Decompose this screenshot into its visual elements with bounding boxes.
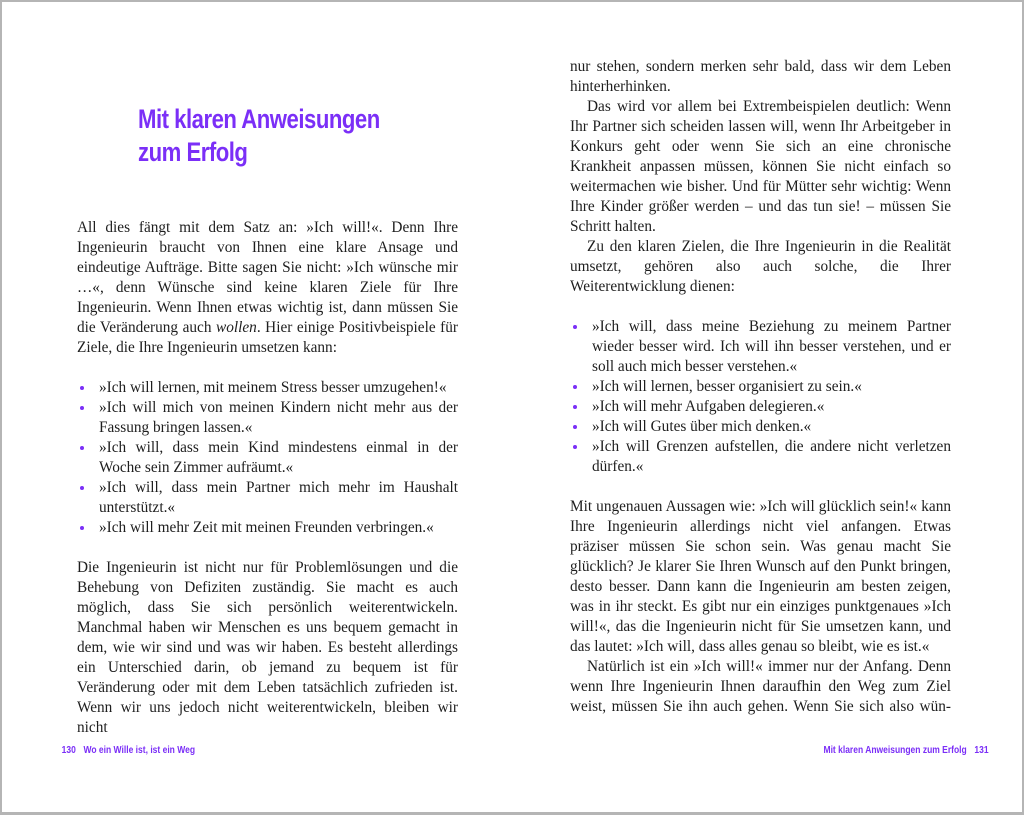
left-bullet-list bbox=[77, 378, 458, 538]
left-page bbox=[2, 2, 514, 815]
intro-emphasis: wollen bbox=[216, 319, 257, 336]
bullet-icon bbox=[80, 486, 84, 490]
list-item bbox=[570, 397, 951, 417]
page-number: 130 bbox=[61, 745, 76, 756]
chapter-title-line-1: Mit klaren Anweisungen bbox=[138, 104, 380, 134]
continuation-paragraph: nur stehen, sondern merken sehr bald, dass wir dem Leben hinterherhinken. bbox=[570, 58, 951, 95]
list-item bbox=[77, 378, 458, 398]
list-item bbox=[77, 478, 458, 518]
list-item bbox=[77, 438, 458, 478]
list-item-text: »Ich will, dass mein Partner mich mehr im Haushalt unterstützt.« bbox=[99, 479, 458, 516]
list-item-text: »Ich will lernen, mit meinem Stress besser umzugehen!« bbox=[99, 379, 447, 396]
bullet-icon bbox=[80, 446, 84, 450]
left-body-text bbox=[77, 218, 458, 738]
intro-paragraph bbox=[77, 218, 458, 358]
chapter-title bbox=[138, 103, 417, 169]
list-item bbox=[570, 317, 951, 377]
spacer bbox=[77, 358, 458, 378]
paragraph-extreme-examples: Das wird vor allem bei Extrembeispielen deutlich: Wenn Ihr Partner sich scheiden lassen will, wenn Ihr Arbeitgeber in Konkurs geht oder wenn Sie sich an eine chronische Krankheit anpassen müssen, können Sie nicht einfach so weitermachen wie bisher. Und für Mütter sehr wichtig: Wenn Ihre Kinder größer werden – und das tun sie! – müssen Sie Schritt halten. bbox=[570, 98, 951, 235]
spacer bbox=[570, 297, 951, 317]
list-item bbox=[77, 398, 458, 438]
list-item-text: »Ich will mehr Zeit mit meinen Freunden verbringen.« bbox=[99, 519, 434, 536]
list-item bbox=[570, 377, 951, 397]
list-item-text: »Ich will mich von meinen Kindern nicht mehr aus der Fassung bringen lassen.« bbox=[99, 399, 458, 436]
left-footer bbox=[54, 745, 195, 756]
bullet-icon bbox=[80, 406, 84, 410]
running-head: Mit klaren Anweisungen zum Erfolg bbox=[823, 745, 967, 756]
list-item-text: »Ich will Grenzen aufstellen, die andere nicht verletzen dürfen.« bbox=[592, 438, 951, 475]
right-footer bbox=[823, 745, 996, 756]
bullet-icon bbox=[573, 385, 577, 389]
bullet-icon bbox=[80, 386, 84, 390]
list-item-text: »Ich will, dass mein Kind mindestens einmal in der Woche sein Zimmer aufräumt.« bbox=[99, 439, 458, 476]
list-item bbox=[570, 417, 951, 437]
intro-text-part2: . Hier einige Positivbeispiele für Ziele, die Ihre Ingenieurin umsetzen kann: bbox=[77, 319, 458, 356]
running-head: Wo ein Wille ist, ist ein Weg bbox=[83, 745, 196, 756]
list-item-text: »Ich will lernen, besser organisiert zu sein.« bbox=[592, 378, 862, 395]
right-body-text bbox=[570, 57, 951, 717]
spacer bbox=[77, 538, 458, 558]
list-item-text: »Ich will, dass meine Beziehung zu meinem Partner wieder besser wird. Ich will ihn besser verstehen, und er soll auch mich besser verstehen.« bbox=[592, 318, 951, 375]
right-bullet-list bbox=[570, 317, 951, 477]
bullet-icon bbox=[573, 405, 577, 409]
intro-text-part1: All dies fängt mit dem Satz an: »Ich will!«. Denn Ihre Ingenieurin braucht von Ihnen eine klare Ansage und eindeutige Aufträge. Bitte sagen Sie nicht: »Ich wünsche mir …«, denn Wünsche sind keine klaren Ziele für Ihre Ingenieurin. Wenn Ihnen etwas wichtig ist, dann müssen Sie die Veränderung auch bbox=[77, 219, 458, 336]
paragraph-vague-statements: Mit ungenauen Aussagen wie: »Ich will glücklich sein!« kann Ihre Ingenieurin allerdings nicht viel anfangen. Etwas präziser müssen Sie schon sein. Was genau macht Sie glücklich? Je klarer Sie Ihren Wunsch auf den Punkt bringen, desto besser. Dann kann die Ingenieurin am besten zeigen, was in ihr steckt. Es gibt nur ein einziges punktgenaues »Ich will!«, das die Ingenieurin nicht für Sie umsetzen kann, und das lautet: »Ich will, dass alles genau so bleibt, wie es ist.« bbox=[570, 498, 951, 655]
bullet-icon bbox=[573, 425, 577, 429]
paragraph-clear-goals: Zu den klaren Zielen, die Ihre Ingenieurin in die Realität umsetzt, gehören also auch solche, die Ihrer Weiterentwicklung dienen: bbox=[570, 238, 951, 295]
bullet-icon bbox=[573, 445, 577, 449]
bullet-icon bbox=[573, 325, 577, 329]
list-item-text: »Ich will Gutes über mich denken.« bbox=[592, 418, 812, 435]
chapter-title-line-2: zum Erfolg bbox=[138, 137, 248, 167]
list-item bbox=[77, 518, 458, 538]
right-page bbox=[514, 2, 1024, 815]
spacer bbox=[570, 477, 951, 497]
paragraph-beginning: Natürlich ist ein »Ich will!« immer nur der Anfang. Denn wenn Ihre Ingenieurin Ihnen daraufhin den Weg zum Ziel weist, müssen Sie ihn auch gehen. Wenn Sie sich also wün- bbox=[570, 658, 951, 715]
list-item-text: »Ich will mehr Aufgaben delegieren.« bbox=[592, 398, 825, 415]
list-item bbox=[570, 437, 951, 477]
page-number: 131 bbox=[974, 745, 989, 756]
paragraph-personal-growth: Die Ingenieurin ist nicht nur für Problemlösungen und die Behebung von Defiziten zuständig. Sie macht es auch möglich, dass Sie sich persönlich weiterentwickeln. Manchmal haben wir Menschen es uns bequem gemacht in dem, wie wir sind und was wir haben. Es besteht allerdings ein Unterschied darin, ob jemand zu bequem ist für Veränderung oder mit dem Leben tatsächlich zufrieden ist. Wenn wir uns jedoch nicht weiterentwickeln, bleiben wir nicht bbox=[77, 559, 458, 736]
bullet-icon bbox=[80, 526, 84, 530]
